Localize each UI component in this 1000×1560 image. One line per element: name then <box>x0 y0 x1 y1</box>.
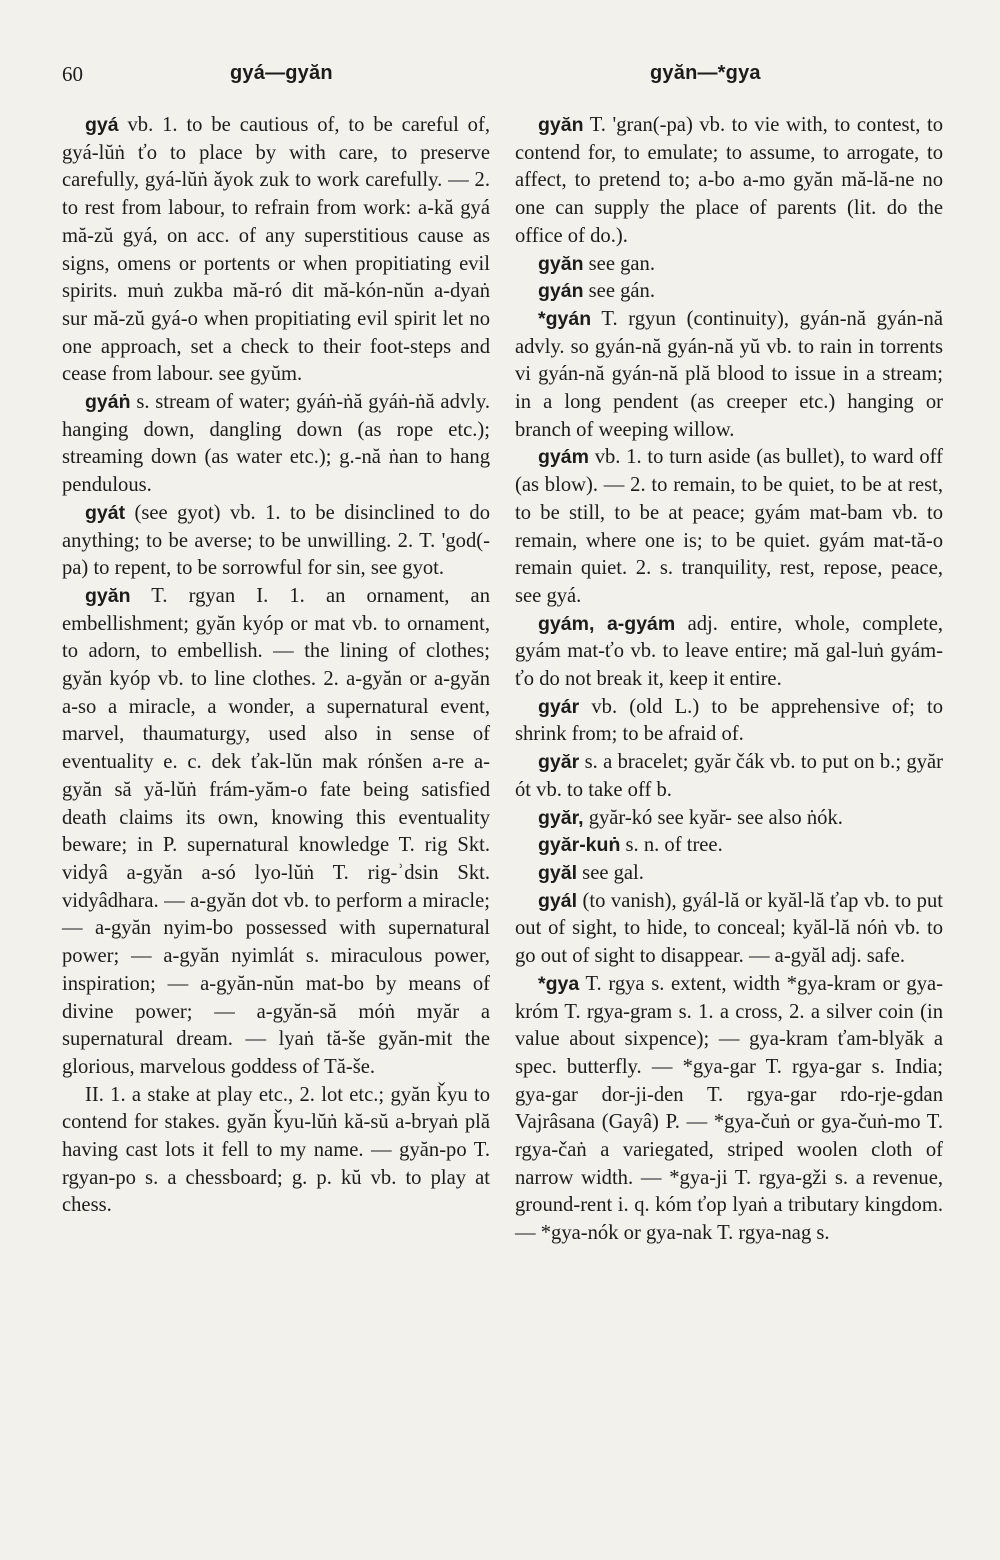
dictionary-entry <box>515 860 943 888</box>
entry-headword: gyá <box>85 114 119 136</box>
entry-headword: gyár <box>538 695 580 718</box>
entry-definition: vb. 1. to be cautious of, to be careful of, gyá-lŭṅ ťo to place by with care, to preserve carefully, gyá-lŭṅ ǎyok zuk to work carefully. — 2. to rest from labour, to refrain from work: a-kă gyá mă-zŭ gyá, on acc. of any superstitious cause as signs, omens or portents or when propitiating evil spirits. muṅ zukba mă-ró dit mă-kón-nŭn a-dyaṅ sur mă-zŭ gyá-o when propitiating evil spirit let no one approach, set a check to their foot-steps and cease from labour. see gyŭm. <box>62 114 490 386</box>
entry-definition: II. 1. a stake at play etc., 2. lot etc.; gyăn ǩyu to contend for stakes. gyăn ǩyu-lŭṅ kă-sŭ a-bryaṅ plă having cast lots it fell to my name. — gyăn-po T. rgyan-po s. a chessboard; g. p. kŭ vb. to play at chess. <box>62 1083 490 1217</box>
entry-definition: T. rgyan I. 1. an ornament, an embellishment; gyăn kyóp or mat vb. to ornament, to adorn, to embellish. — the lining of clothes; gyăn kyóp vb. to line clothes. 2. a-gyăn or a-gyăn a-so a miracle, a wonder, a supernatural event, marvel, thaumaturgy, used also in sense of eventuality e. c. dek ťak-lŭn mak rónšen a-re a-gyăn să yă-lŭṅ frám-yăm-o fate being satisfied death claims its own, knowing this eventuality beware; in P. supernatural knowledge T. rig Skt. vidyâ a-gyăn a-só lyo-lŭṅ T. rig-ʾdsin Skt. vidyâdhara. — a-gyăn dot vb. to perform a miracle; — a-gyăn nyim-bo possessed with supernatural power; — a-gyăn nyimlát s. miraculous power, inspiration; — a-gyăn-nŭn mat-bo by means of divine power; — a-gyăn-să móṅ myăr a supernatural dream. — lyaṅ tă-še gyăn-mit the glorious, marvelous goddess of Tă-še. <box>62 584 490 1078</box>
dictionary-entry <box>62 389 490 500</box>
entry-definition: gyăr-kó see kyăr- see also ṅók. <box>583 806 843 829</box>
entry-headword: gyát <box>85 501 126 524</box>
entry-headword: gyán <box>538 280 584 303</box>
dictionary-entry <box>515 805 943 833</box>
entry-headword: gyăr <box>538 751 580 774</box>
dictionary-entry <box>515 749 943 804</box>
left-column <box>62 112 490 1220</box>
dictionary-entry <box>515 112 943 251</box>
entry-headword: gyám <box>538 446 589 469</box>
entry-definition: T. rgyun (continuity), gyán-nă gyán-nă advly. so gyán-nă gyán-nă yŭ vb. to rain in torrents vi gyán-nă gyán-nă plă blood to issue in a stream; in a long pendent (as creeper etc.) hanging or branch of weeping willow. <box>515 307 943 441</box>
entry-headword: *gya <box>538 972 580 995</box>
entry-headword: gyăn <box>85 584 131 607</box>
entry-headword: gyám, a-gyám <box>538 612 676 635</box>
dictionary-entry <box>515 971 943 1248</box>
running-head-right: gyăn—*gya <box>650 62 761 84</box>
dictionary-entry <box>62 500 490 583</box>
entry-definition: vb. 1. to turn aside (as bullet), to ward off (as blow). — 2. to remain, to be quiet, to be at rest, to be still, to be at peace; gyám mat-bam vb. to remain, where one is; to be quiet. gyám mat-tă-o remain quiet. 2. s. tranquility, rest, repose, peace, see gyá. <box>515 446 943 607</box>
entry-headword: gyăn <box>538 114 584 136</box>
entry-headword: *gyán <box>538 307 592 330</box>
dictionary-entry <box>515 251 943 279</box>
page-number: 60 <box>62 62 83 86</box>
dictionary-entry <box>515 611 943 694</box>
entry-headword: gyáṅ <box>85 391 131 414</box>
entry-definition: see gán. <box>583 280 655 303</box>
entry-definition: s. n. of tree. <box>620 834 723 857</box>
dictionary-entry <box>62 1082 490 1221</box>
dictionary-entry <box>515 306 943 445</box>
dictionary-entry <box>515 694 943 749</box>
entry-definition: T. rgya s. extent, width *gya-kram or gya-króm T. rgya-gram s. 1. a cross, 2. a silver coin (in value about sixpence); — gya-kram ťam-blyăk a spec. butterfly. — *gya-gar T. rgya-gar s. India; gya-gar dor-ji-den T. rgya-gar rdo-rje-gdan Vajrâsana (Gayâ) P. — *gya-čuṅ or gya-čuṅ-mo T. rgya-čaṅ a variegated, striped woolen cloth of narrow width. — *gya-ji T. rgya-gži s. a revenue, ground-rent i. q. kóm ťop lyaṅ a tributary kingdom. — *gya-nók or gya-nak T. rgya-nag s. <box>515 972 943 1245</box>
entry-headword: gyál <box>538 889 578 912</box>
dictionary-entry <box>62 583 490 1082</box>
entry-definition: see gal. <box>577 861 644 884</box>
dictionary-entry <box>515 832 943 860</box>
running-head-left: gyá—gyăn <box>230 62 333 84</box>
dictionary-entry <box>515 278 943 306</box>
entry-definition: s. stream of water; gyáṅ-ṅă gyáṅ-ṅă advly. hanging down, dangling down (as rope etc.); streaming down (as water etc.); g.-nă ṅan to hang pendulous. <box>62 391 490 497</box>
entry-headword: gyăr, <box>538 806 584 829</box>
right-column <box>515 112 943 1248</box>
dictionary-entry <box>515 888 943 971</box>
entry-definition: see gan. <box>583 252 655 275</box>
dictionary-entry <box>515 444 943 610</box>
dictionary-entry <box>62 112 490 389</box>
entry-definition: T. 'gran(-pa) vb. to vie with, to contest, to contend for, to emulate; to assume, to arrogate, to affect, to pretend to; a-bo a-mo gyăn mă-lă-ne no one can supply the place of parents (lit. do the office of do.). <box>515 114 943 247</box>
entry-definition: (see gyot) vb. 1. to be disinclined to do anything; to be averse; to be unwilling. 2. T. 'god(-pa) to repent, to be sorrowful for sin, see gyot. <box>62 501 490 580</box>
entry-headword: gyăn <box>538 252 584 275</box>
entry-definition: s. a bracelet; gyăr čák vb. to put on b.; gyăr ót vb. to take off b. <box>515 751 943 801</box>
entry-definition: vb. (old L.) to be apprehensive of; to shrink from; to be afraid of. <box>515 695 943 746</box>
entry-definition: (to vanish), gyál-lă or kyăl-lă ťap vb. to put out of sight, to hide, to conceal; kyăl-lă nóṅ vb. to go out of sight to disappear. — a-gyăl adj. safe. <box>515 889 943 968</box>
entry-headword: gyăl <box>538 861 578 884</box>
entry-definition: adj. entire, whole, complete, gyám mat-ťo vb. to leave entire; mă gal-luṅ gyám-ťo do not break it, keep it entire. <box>515 612 944 691</box>
entry-headword: gyăr-kuṅ <box>538 834 621 857</box>
